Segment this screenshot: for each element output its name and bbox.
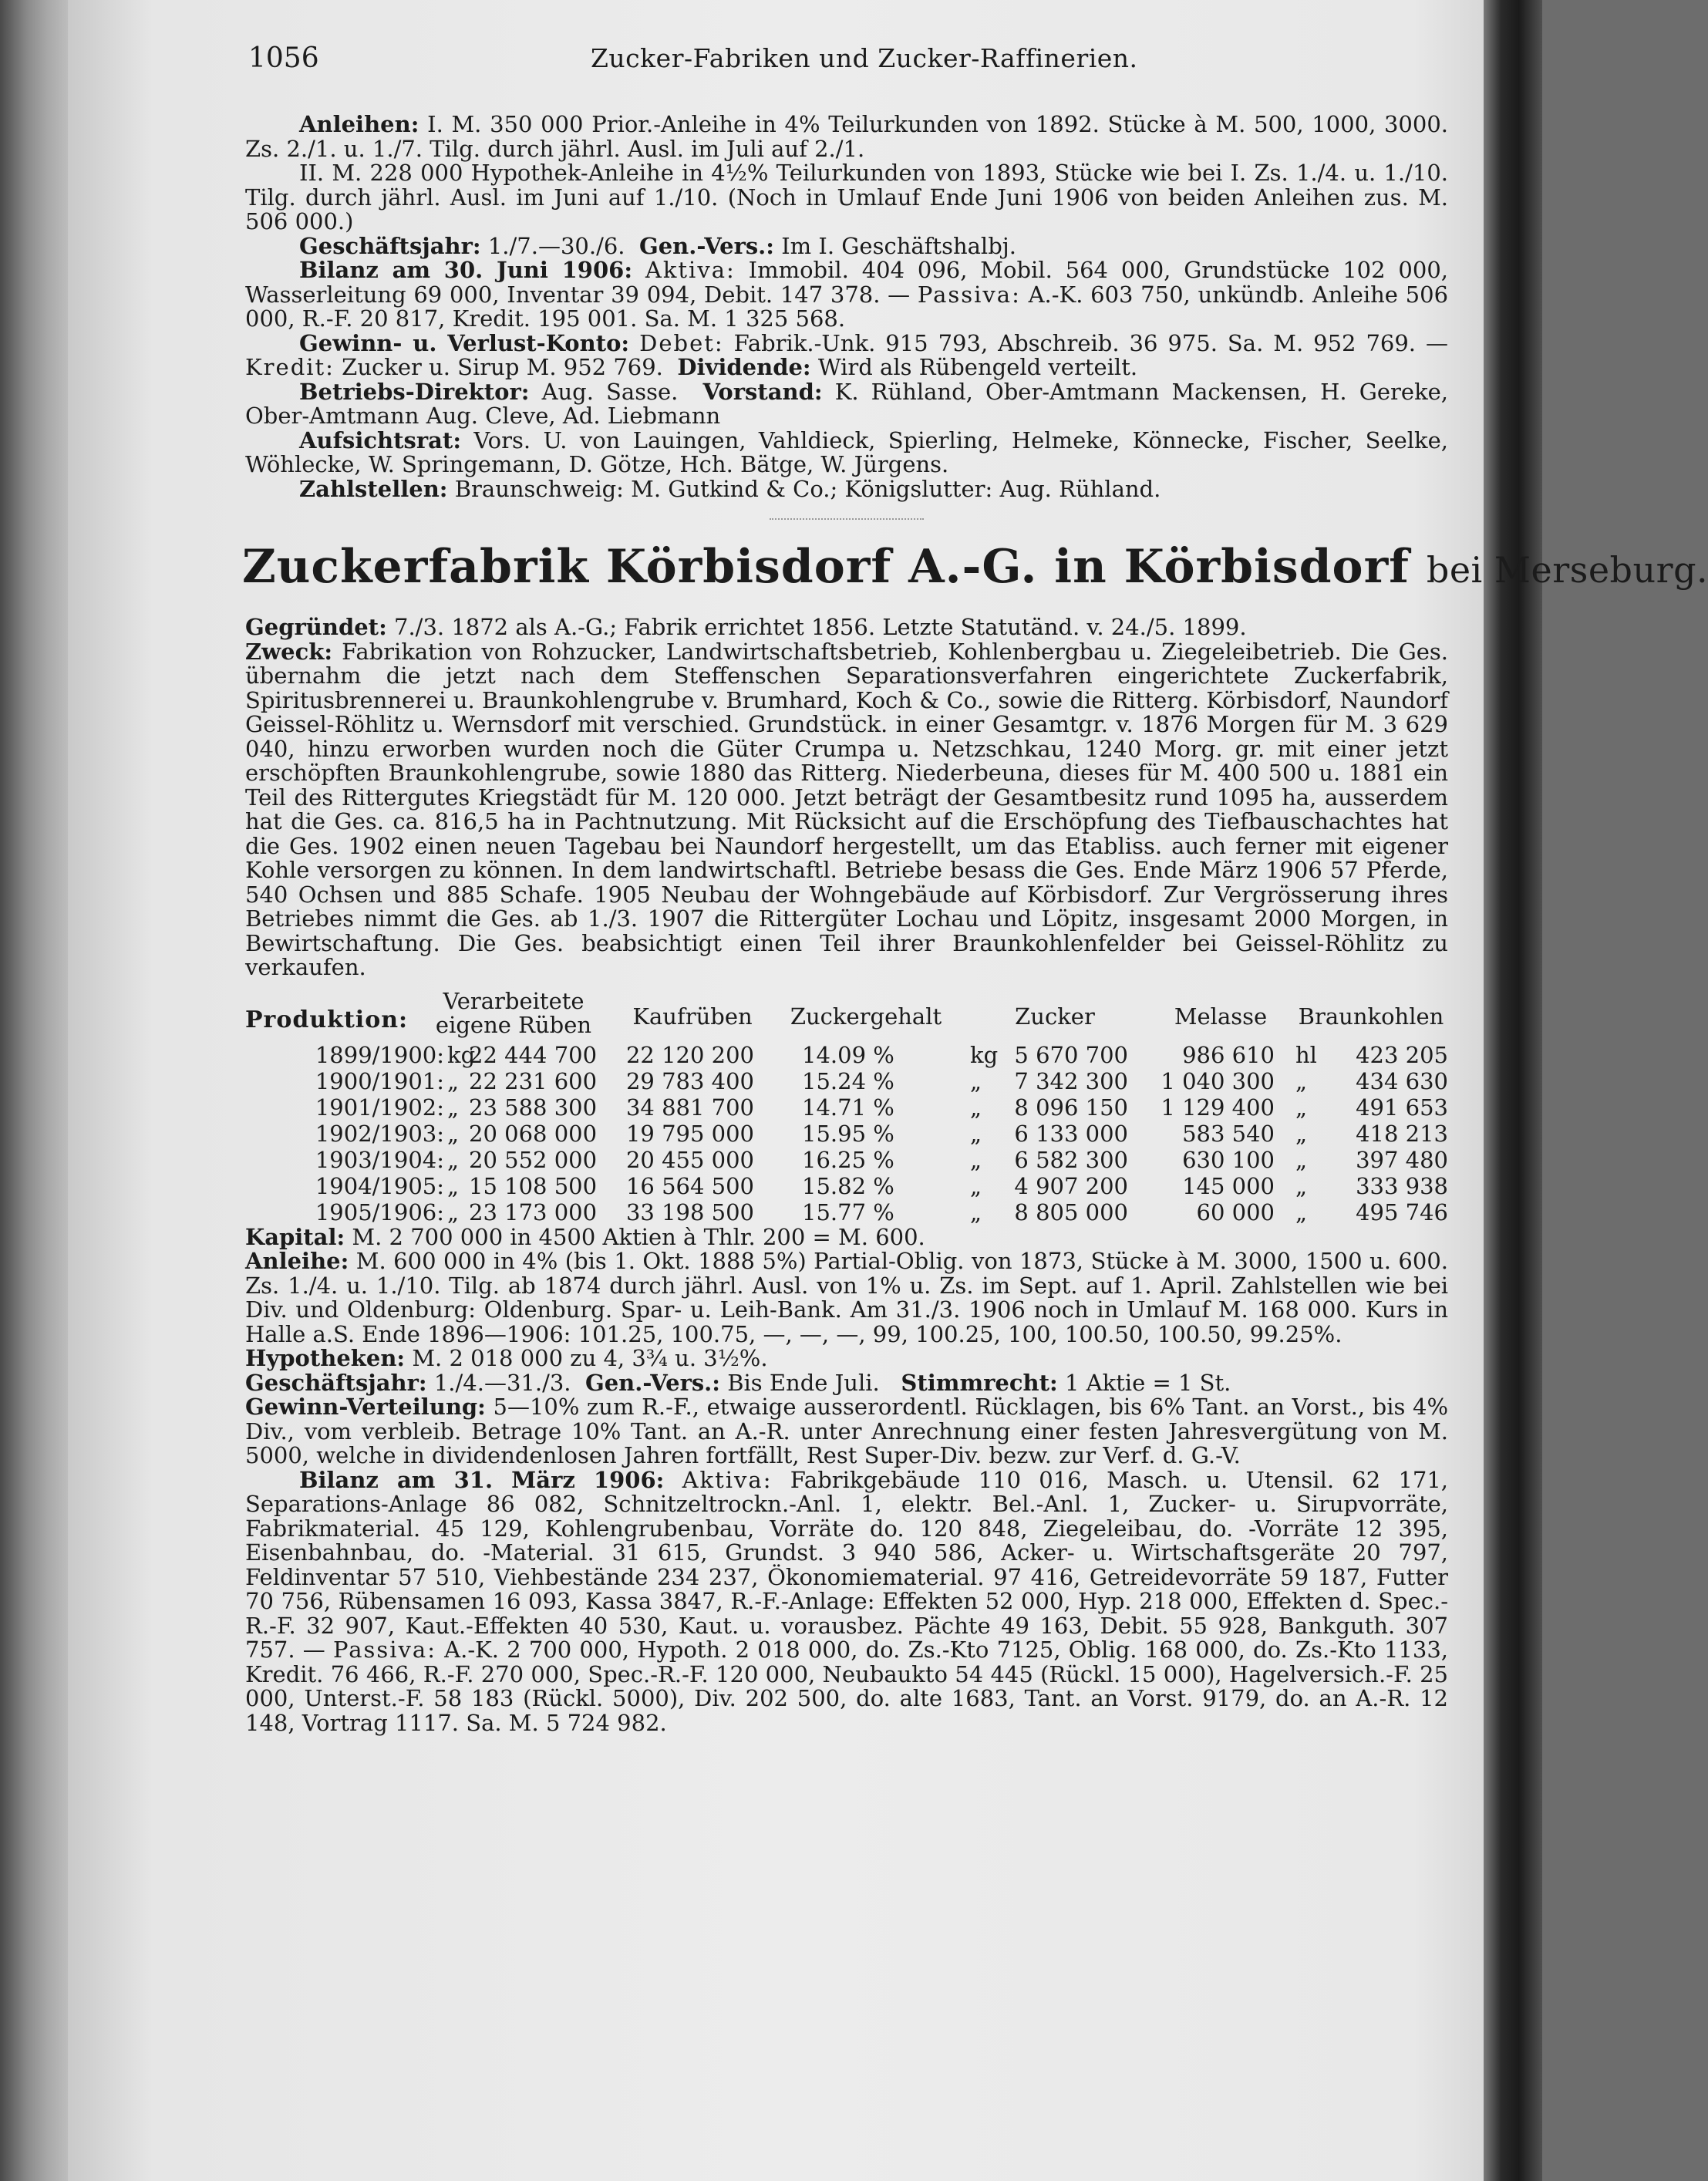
page-content (242, 39, 1708, 1736)
cell-zucker: 7 342 300 (1014, 1067, 1128, 1094)
produktion-row (245, 1068, 1448, 1095)
produktion-row (245, 1147, 1448, 1174)
unit-braunkohlen: „ (1295, 1067, 1308, 1094)
cell-kauf: 34 881 700 (625, 1094, 754, 1121)
company-title: Zuckerfabrik Körbisdorf A.-G. in Körbisdorf (242, 540, 1410, 594)
anleihe: Anleihe: M. 600 000 in 4% (bis 1. Okt. 1888 5%) Partial-Oblig. von 1873, Stücke à M. 3000, 1500 u. 600. Zs. 1./4. u. 1./10. Tilg. ab 1874 durch jährl. Ausl. von 1% u. Zs. im Sept. auf 1. April. Zahlstellen wie bei Div. und Oldenburg: Oldenburg. Spar- u. Leih-Bank. Am 31./3. 1906 noch in Umlauf M. 168 000. Kurs in Halle a.S. Ende 1896—1906: 101.25, 100.75, —, —, —, 99, 100.25, 100, 100.50, 100.50, 99.25%. (245, 1248, 1448, 1347)
prev-bilanz: Bilanz am 30. Juni 1906: Aktiva: Immobil. 404 096, Mobil. 564 000, Grundstücke 102 000, Wasserleitung 69 000, Inventar 39 094, Debit. 147 378. — Passiva: A.-K. 603 750, unkündb. Anleihe 506 000, R.-F. 20 817, Kredit. 195 001. Sa. M. 1 325 568. (245, 257, 1449, 332)
unit-zucker: „ (970, 1172, 982, 1199)
col-header-eigene: Verarbeitete eigene Rüben (435, 987, 592, 1038)
unit-braunkohlen: „ (1295, 1172, 1308, 1199)
company-heading (242, 534, 1708, 603)
cell-year: 1904/1905: (315, 1172, 444, 1199)
unit-eigene: „ (447, 1120, 460, 1147)
col-header-braunkohlen: Braunkohlen (1298, 1003, 1444, 1030)
kapital: Kapital: M. 2 700 000 in 4500 Aktien à Thlr. 200 = M. 600. (245, 1223, 925, 1250)
unit-zucker: kg (970, 1041, 999, 1068)
cell-braunkohlen: 434 630 (1356, 1067, 1448, 1094)
cell-melasse: 583 540 (1182, 1120, 1275, 1147)
cell-year: 1900/1901: (315, 1067, 444, 1094)
gewinn-verteilung: Gewinn-Verteilung: 5—10% zum R.-F., etwaige ausserordentl. Rücklagen, bis 6% Tant. an Vorst., bis 4% Div., vom verbleib. Betrage 10% Tant. an A.-R. unter Anrechnung einer festen Jahresvergütung von M. 5000, welche in dividendenlosen Jahren fortfällt, Rest Super-Div. bezw. zur Verf. d. G.-V. (245, 1394, 1449, 1468)
company-title-suffix: bei Merseburg. (1426, 549, 1708, 591)
prev-gewinn-verlust: Gewinn- u. Verlust-Konto: Debet: Fabrik.-Unk. 915 793, Abschreib. 36 975. Sa. M. 952 769. — Kredit: Zucker u. Sirup M. 952 769. Dividende: Wird als Rübengeld verteilt. (245, 329, 1448, 380)
produktion-row (245, 1094, 1448, 1121)
prev-anleihen-2: II. M. 228 000 Hypothek-Anleihe in 4½% Teilurkunden von 1893, Stücke wie bei I. Zs. 1./4. u. 1./10. Tilg. durch jährl. Ausl. im Juni auf 1./10. (Noch in Umlauf Ende Juni 1906 von beiden Anleihen zus. M. 506 000.) (245, 160, 1448, 234)
produktion-row (245, 1173, 1448, 1200)
unit-eigene: „ (447, 1067, 460, 1094)
unit-zucker: „ (970, 1067, 982, 1094)
cell-zucker: 8 096 150 (1014, 1094, 1128, 1121)
produktion-row (245, 1121, 1448, 1148)
cell-melasse: 1 129 400 (1161, 1094, 1275, 1121)
cell-gehalt: 14.71 % (802, 1094, 894, 1121)
cell-eigene: 22 444 700 (469, 1041, 598, 1068)
unit-braunkohlen: „ (1295, 1198, 1308, 1225)
cell-kauf: 29 783 400 (625, 1067, 754, 1094)
cell-braunkohlen: 491 653 (1356, 1094, 1448, 1121)
col-header-kauf: Kaufrüben (632, 1003, 753, 1030)
cell-melasse: 986 610 (1182, 1041, 1275, 1068)
prev-vorstand: Betriebs-Direktor: Aug. Sasse. Vorstand: K. Rühland, Ober-Amtmann Mackensen, H. Gereke, Ober-Amtmann Aug. Cleve, Ad. Liebmann (245, 378, 1449, 429)
produktion-table (245, 987, 1448, 1225)
cell-zucker: 6 133 000 (1014, 1120, 1128, 1147)
cell-melasse: 145 000 (1182, 1172, 1275, 1199)
produktion-row (245, 1199, 1448, 1226)
cell-eigene: 23 173 000 (469, 1198, 598, 1225)
cell-year: 1905/1906: (315, 1198, 444, 1225)
cell-braunkohlen: 418 213 (1356, 1120, 1448, 1147)
cell-braunkohlen: 333 938 (1356, 1172, 1448, 1199)
unit-zucker: „ (970, 1120, 982, 1147)
cell-eigene: 20 552 000 (469, 1146, 598, 1173)
cell-eigene: 20 068 000 (469, 1120, 598, 1147)
unit-eigene: „ (447, 1094, 460, 1121)
prev-anleihen-1: Anleihen: I. M. 350 000 Prior.-Anleihe in 4% Teilurkunden von 1892. Stücke à M. 500, 1000, 3000. Zs. 2./1. u. 1./7. Tilg. durch jährl. Ausl. im Juli auf 2./1. (245, 111, 1449, 162)
unit-eigene: kg (447, 1041, 476, 1068)
unit-braunkohlen: „ (1295, 1094, 1308, 1121)
cell-eigene: 23 588 300 (469, 1094, 598, 1121)
unit-braunkohlen: „ (1295, 1146, 1308, 1173)
cell-year: 1901/1902: (315, 1094, 444, 1121)
page-number: 1056 (248, 42, 319, 74)
prev-zahlstellen: Zahlstellen: Braunschweig: M. Gutkind & Co.; Königslutter: Aug. Rühland. (299, 475, 1161, 502)
cell-kauf: 22 120 200 (625, 1041, 754, 1068)
prev-anleihen-label: Anleihen: (299, 111, 419, 137)
prev-aufsichtsrat: Aufsichtsrat: Vors. U. von Lauingen, Vahldieck, Spierling, Helmeke, Könnecke, Fischer, Seelke, Wöhlecke, W. Springemann, D. Götze, Hch. Bätge, W. Jürgens. (245, 426, 1448, 477)
book-spine (0, 0, 68, 2181)
cell-gehalt: 14.09 % (802, 1041, 894, 1068)
cell-zucker: 6 582 300 (1014, 1146, 1128, 1173)
cell-kauf: 16 564 500 (625, 1172, 754, 1199)
cell-braunkohlen: 397 480 (1356, 1146, 1448, 1173)
unit-braunkohlen: „ (1295, 1120, 1308, 1147)
cell-gehalt: 15.82 % (802, 1172, 894, 1199)
unit-eigene: „ (447, 1146, 460, 1173)
cell-melasse: 630 100 (1182, 1146, 1275, 1173)
cell-zucker: 8 805 000 (1014, 1198, 1128, 1225)
cell-melasse: 1 040 300 (1161, 1067, 1275, 1094)
cell-kauf: 20 455 000 (625, 1146, 754, 1173)
cell-year: 1903/1904: (315, 1146, 444, 1173)
cell-kauf: 33 198 500 (625, 1198, 754, 1225)
cell-eigene: 15 108 500 (469, 1172, 598, 1199)
cell-gehalt: 15.77 % (802, 1198, 894, 1225)
cell-zucker: 4 907 200 (1014, 1172, 1128, 1199)
cell-kauf: 19 795 000 (625, 1120, 754, 1147)
geschaeftsjahr: Geschäftsjahr: 1./4.—31./3. Gen.-Vers.: Bis Ende Juli. Stimmrecht: 1 Aktie = 1 St. (245, 1369, 1231, 1396)
cell-year: 1902/1903: (315, 1120, 444, 1147)
running-title: Zucker-Fabriken und Zucker-Raffinerien. (591, 43, 1138, 73)
gegruendet: Gegründet: 7./3. 1872 als A.-G.; Fabrik errichtet 1856. Letzte Statutänd. v. 24./5. 1899. (245, 614, 1247, 640)
page-edge-shadow (1484, 0, 1542, 2181)
col-header-zucker: Zucker (1015, 1003, 1095, 1030)
unit-zucker: „ (970, 1146, 982, 1173)
zweck: Zweck: Fabrikation von Rohzucker, Landwirtschaftsbetrieb, Kohlenbergbau u. Ziegeleibetrieb. Die Ges. übernahm die jetzt nach dem Steffenschen Separationsverfahren eingerichtete Zuckerfabrik, Spiritusbrennerei u. Braunkohlengrube v. Brumhard, Koch & Co., sowie die Ritterg. Körbisdorf, Naundorf Geissel-Röhlitz u. Wernsdorf mit verschied. Grundstück. in einer Gesamtgr. v. 1876 Morgen für M. 3 629 040, hinzu erworben wurden noch die Güter Crumpa u. Netzschkau, 1240 Morg. gr. mit einer jetzt erschöpften Braunkohlengrube, sowie 1880 das Ritterg. Niederbeuna, dieses für M. 400 500 u. 1881 ein Teil des Rittergutes Kriegstädt für M. 120 000. Jetzt beträgt der Gesamtbesitz rund 1095 ha, ausserdem hat die Ges. ca. 816,5 ha in Pachtnutzung. Mit Rücksicht auf die Erschöpfung des Tiefbauschachtes hat die Ges. 1902 einen neuen Tagebau bei Naundorf hergestellt, um das Etabliss. auch ferner mit eigener Kohle versorgen zu können. In dem landwirtschaftl. Betriebe besass die Ges. Ende März 1906 57 Pferde, 540 Ochsen und 885 Schafe. 1905 Neubau der Wohngebäude auf Körbisdorf. Zur Vergrösserung ihres Betriebes nimmt die Ges. ab 1./3. 1907 die Rittergüter Lochau und Löpitz, insgesamt 2000 Morgen, in Bewirtschaftung. Die Ges. beabsichtigt einen Teil ihrer Braunkohlenfelder bei Geissel-Röhlitz zu verkaufen. (245, 638, 1449, 980)
running-header (248, 39, 1448, 79)
cell-zucker: 5 670 700 (1014, 1041, 1128, 1068)
prev-geschaeftsjahr: Geschäftsjahr: 1./7.—30./6. Gen.-Vers.: Im I. Geschäftshalbj. (299, 232, 1016, 259)
hypotheken: Hypotheken: M. 2 018 000 zu 4, 3¾ u. 3½%. (245, 1345, 768, 1371)
section-divider (770, 518, 924, 520)
unit-braunkohlen: hl (1295, 1041, 1317, 1068)
produktion-row (245, 1042, 1448, 1069)
cell-braunkohlen: 423 205 (1356, 1041, 1448, 1068)
cell-gehalt: 15.95 % (802, 1120, 894, 1147)
bilanz: Bilanz am 31. März 1906: Aktiva: Fabrikgebäude 110 016, Masch. u. Utensil. 62 171, Separations-Anlage 86 082, Schnitzeltrockn.-Anl. 1, elektr. Bel.-Anl. 1, Zucker- u. Sirupvorräte, Fabrikmaterial. 45 129, Kohlengrubenbau, Vorräte do. 120 848, Ziegeleibau, do. -Vorräte 12 395, Eisenbahnbau, do. -Material. 31 615, Grundst. 3 940 586, Acker- u. Wirtschaftsgeräte 20 797, Feldinventar 57 510, Viehbestände 234 237, Ökonomiematerial. 97 416, Getreidevorräte 59 187, Futter 70 756, Rübensamen 16 093, Kassa 3847, R.-F.-Anlage: Effekten 52 000, Hyp. 218 000, Effekten d. Spec.-R.-F. 32 907, Kaut.-Effekten 40 530, Kaut. u. vorausbez. Pächte 49 163, Debit. 55 928, Bankguth. 307 757. — Passiva: A.-K. 2 700 000, Hypoth. 2 018 000, do. Zs.-Kto 7125, Oblig. 168 000, do. Zs.-Kto 1133, Kredit. 76 466, R.-F. 270 000, Spec.-R.-F. 120 000, Neubaukto 54 445 (Rückl. 15 000), Hagelversich.-F. 25 000, Unterst.-F. 58 183 (Rückl. 5000), Div. 202 500, do. alte 1683, Tant. an Vorst. 9179, do. an A.-R. 12 148, Vortrag 1117. Sa. M. 5 724 982. (245, 1466, 1449, 1736)
cell-year: 1899/1900: (315, 1041, 444, 1068)
produktion-label: Produktion: (245, 1006, 409, 1033)
cell-melasse: 60 000 (1196, 1198, 1275, 1225)
cell-eigene: 22 231 600 (469, 1067, 598, 1094)
cell-braunkohlen: 495 746 (1356, 1198, 1448, 1225)
unit-zucker: „ (970, 1198, 982, 1225)
unit-zucker: „ (970, 1094, 982, 1121)
col-header-melasse: Melasse (1174, 1003, 1268, 1030)
cell-gehalt: 15.24 % (802, 1067, 894, 1094)
cell-gehalt: 16.25 % (802, 1146, 894, 1173)
unit-eigene: „ (447, 1198, 460, 1225)
unit-eigene: „ (447, 1172, 460, 1199)
col-header-gehalt: Zuckergehalt (790, 1003, 942, 1030)
